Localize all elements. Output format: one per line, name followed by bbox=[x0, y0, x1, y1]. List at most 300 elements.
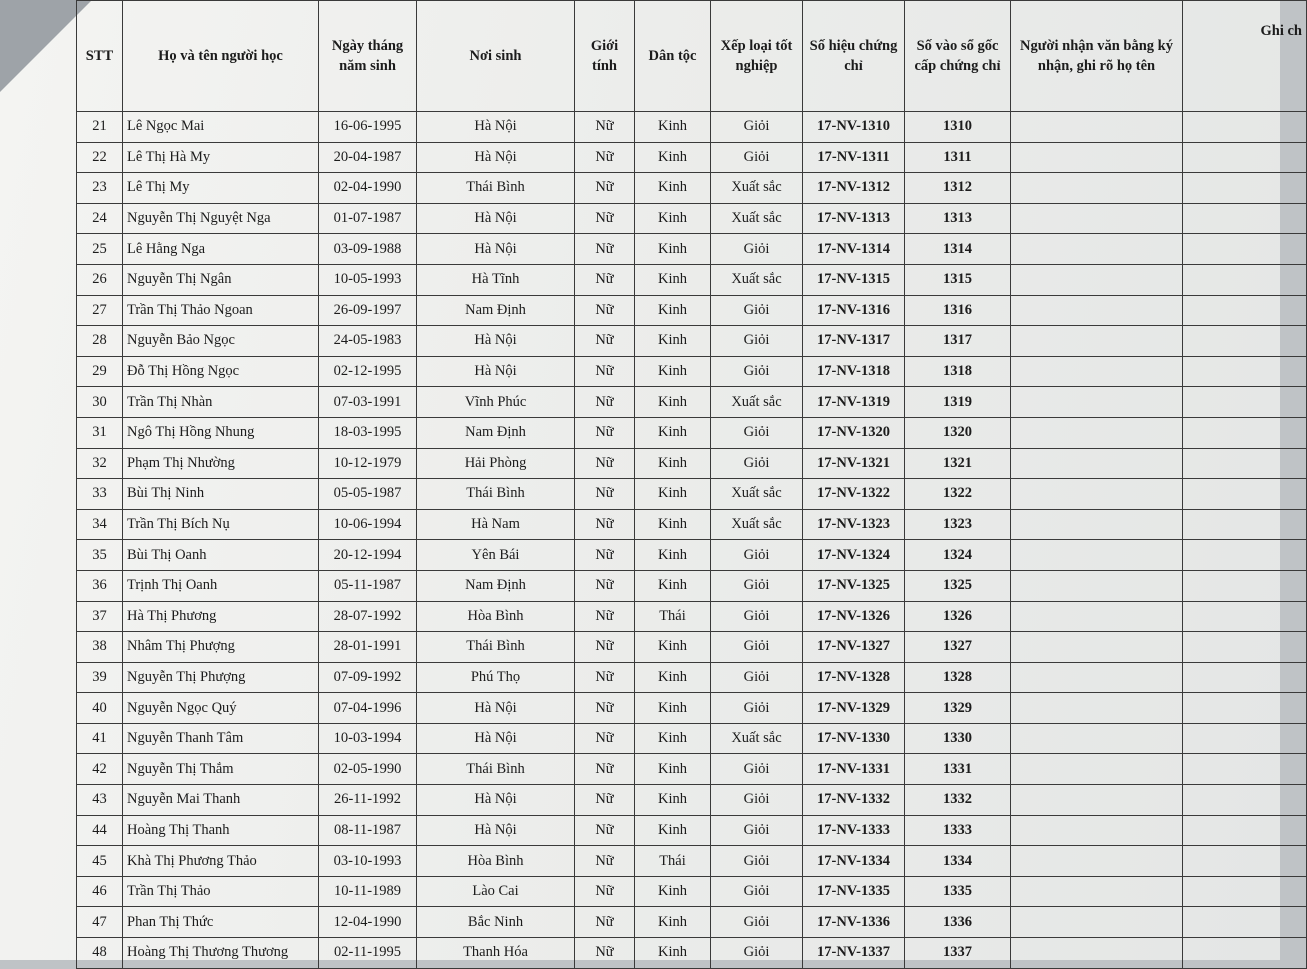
row-ethnicity: Kinh bbox=[635, 785, 711, 816]
row-gender: Nữ bbox=[575, 632, 635, 663]
row-note bbox=[1183, 723, 1307, 754]
row-gender: Nữ bbox=[575, 142, 635, 173]
row-book-no: 1313 bbox=[905, 203, 1011, 234]
row-cert-no: 17-NV-1332 bbox=[803, 785, 905, 816]
row-dob: 01-07-1987 bbox=[319, 203, 417, 234]
row-note bbox=[1183, 356, 1307, 387]
row-receiver-signature bbox=[1011, 907, 1183, 938]
row-book-no: 1336 bbox=[905, 907, 1011, 938]
row-book-no: 1324 bbox=[905, 540, 1011, 571]
row-stt: 45 bbox=[77, 846, 123, 877]
row-note bbox=[1183, 203, 1307, 234]
row-ethnicity: Kinh bbox=[635, 387, 711, 418]
row-cert-no: 17-NV-1318 bbox=[803, 356, 905, 387]
row-gender: Nữ bbox=[575, 570, 635, 601]
row-birthplace: Hà Nội bbox=[417, 234, 575, 265]
row-grade: Giỏi bbox=[711, 846, 803, 877]
row-gender: Nữ bbox=[575, 264, 635, 295]
row-gender: Nữ bbox=[575, 326, 635, 357]
row-book-no: 1310 bbox=[905, 112, 1011, 143]
row-cert-no: 17-NV-1337 bbox=[803, 938, 905, 969]
row-book-no: 1315 bbox=[905, 264, 1011, 295]
row-note bbox=[1183, 876, 1307, 907]
row-ethnicity: Kinh bbox=[635, 938, 711, 969]
row-book-no: 1320 bbox=[905, 417, 1011, 448]
row-grade: Giỏi bbox=[711, 295, 803, 326]
row-birthplace: Hà Tĩnh bbox=[417, 264, 575, 295]
row-dob: 03-10-1993 bbox=[319, 846, 417, 877]
row-birthplace: Nam Định bbox=[417, 417, 575, 448]
row-book-no: 1322 bbox=[905, 479, 1011, 510]
row-receiver-signature bbox=[1011, 356, 1183, 387]
row-gender: Nữ bbox=[575, 815, 635, 846]
row-book-no: 1334 bbox=[905, 846, 1011, 877]
row-stt: 39 bbox=[77, 662, 123, 693]
row-dob: 02-11-1995 bbox=[319, 938, 417, 969]
row-birthplace: Phú Thọ bbox=[417, 662, 575, 693]
row-receiver-signature bbox=[1011, 479, 1183, 510]
row-stt: 25 bbox=[77, 234, 123, 265]
row-note bbox=[1183, 570, 1307, 601]
row-grade: Giỏi bbox=[711, 907, 803, 938]
row-name: Hoàng Thị Thương Thương bbox=[123, 938, 319, 969]
row-ethnicity: Kinh bbox=[635, 142, 711, 173]
row-birthplace: Thái Bình bbox=[417, 632, 575, 663]
row-ethnicity: Kinh bbox=[635, 815, 711, 846]
row-cert-no: 17-NV-1328 bbox=[803, 662, 905, 693]
row-book-no: 1337 bbox=[905, 938, 1011, 969]
row-birthplace: Thái Bình bbox=[417, 173, 575, 204]
row-cert-no: 17-NV-1322 bbox=[803, 479, 905, 510]
row-stt: 27 bbox=[77, 295, 123, 326]
row-note bbox=[1183, 754, 1307, 785]
row-note bbox=[1183, 907, 1307, 938]
row-note bbox=[1183, 509, 1307, 540]
row-receiver-signature bbox=[1011, 295, 1183, 326]
row-birthplace: Hà Nội bbox=[417, 356, 575, 387]
row-grade: Xuất sắc bbox=[711, 173, 803, 204]
row-grade: Xuất sắc bbox=[711, 264, 803, 295]
row-dob: 24-05-1983 bbox=[319, 326, 417, 357]
table-row bbox=[77, 601, 1307, 632]
row-stt: 38 bbox=[77, 632, 123, 663]
table-row bbox=[77, 570, 1307, 601]
table-row bbox=[77, 479, 1307, 510]
row-ethnicity: Kinh bbox=[635, 173, 711, 204]
table-row bbox=[77, 754, 1307, 785]
row-stt: 26 bbox=[77, 264, 123, 295]
row-cert-no: 17-NV-1321 bbox=[803, 448, 905, 479]
row-gender: Nữ bbox=[575, 448, 635, 479]
row-dob: 10-05-1993 bbox=[319, 264, 417, 295]
table-row bbox=[77, 509, 1307, 540]
header-stt: STT bbox=[77, 1, 123, 112]
row-cert-no: 17-NV-1310 bbox=[803, 112, 905, 143]
row-cert-no: 17-NV-1313 bbox=[803, 203, 905, 234]
row-grade: Giỏi bbox=[711, 448, 803, 479]
table-row bbox=[77, 846, 1307, 877]
row-gender: Nữ bbox=[575, 540, 635, 571]
row-ethnicity: Kinh bbox=[635, 693, 711, 724]
row-cert-no: 17-NV-1311 bbox=[803, 142, 905, 173]
row-book-no: 1317 bbox=[905, 326, 1011, 357]
row-ethnicity: Kinh bbox=[635, 540, 711, 571]
row-cert-no: 17-NV-1333 bbox=[803, 815, 905, 846]
header-grade: Xếp loại tốt nghiệp bbox=[711, 1, 803, 112]
row-name: Nhâm Thị Phượng bbox=[123, 632, 319, 663]
table-row bbox=[77, 264, 1307, 295]
table-row bbox=[77, 387, 1307, 418]
table-body bbox=[77, 112, 1307, 969]
row-grade: Xuất sắc bbox=[711, 509, 803, 540]
row-dob: 02-05-1990 bbox=[319, 754, 417, 785]
row-stt: 28 bbox=[77, 326, 123, 357]
row-stt: 23 bbox=[77, 173, 123, 204]
row-receiver-signature bbox=[1011, 326, 1183, 357]
row-name: Bùi Thị Oanh bbox=[123, 540, 319, 571]
header-ethnicity: Dân tộc bbox=[635, 1, 711, 112]
row-receiver-signature bbox=[1011, 540, 1183, 571]
row-dob: 07-04-1996 bbox=[319, 693, 417, 724]
row-cert-no: 17-NV-1320 bbox=[803, 417, 905, 448]
row-ethnicity: Thái bbox=[635, 601, 711, 632]
row-birthplace: Bắc Ninh bbox=[417, 907, 575, 938]
row-gender: Nữ bbox=[575, 876, 635, 907]
row-gender: Nữ bbox=[575, 662, 635, 693]
row-cert-no: 17-NV-1315 bbox=[803, 264, 905, 295]
row-ethnicity: Kinh bbox=[635, 907, 711, 938]
row-receiver-signature bbox=[1011, 662, 1183, 693]
row-gender: Nữ bbox=[575, 907, 635, 938]
row-dob: 07-03-1991 bbox=[319, 387, 417, 418]
table-row bbox=[77, 417, 1307, 448]
row-name: Đỗ Thị Hồng Ngọc bbox=[123, 356, 319, 387]
row-stt: 34 bbox=[77, 509, 123, 540]
row-birthplace: Hà Nội bbox=[417, 203, 575, 234]
row-receiver-signature bbox=[1011, 876, 1183, 907]
row-cert-no: 17-NV-1326 bbox=[803, 601, 905, 632]
row-gender: Nữ bbox=[575, 754, 635, 785]
row-gender: Nữ bbox=[575, 509, 635, 540]
row-note bbox=[1183, 264, 1307, 295]
row-note bbox=[1183, 601, 1307, 632]
table-row bbox=[77, 173, 1307, 204]
row-stt: 36 bbox=[77, 570, 123, 601]
row-receiver-signature bbox=[1011, 601, 1183, 632]
row-name: Nguyễn Thị Nguyệt Nga bbox=[123, 203, 319, 234]
table-row bbox=[77, 632, 1307, 663]
row-birthplace: Nam Định bbox=[417, 570, 575, 601]
row-book-no: 1327 bbox=[905, 632, 1011, 663]
row-book-no: 1332 bbox=[905, 785, 1011, 816]
row-ethnicity: Thái bbox=[635, 846, 711, 877]
row-grade: Giỏi bbox=[711, 815, 803, 846]
header-gender: Giới tính bbox=[575, 1, 635, 112]
row-gender: Nữ bbox=[575, 356, 635, 387]
row-note bbox=[1183, 142, 1307, 173]
table-row bbox=[77, 662, 1307, 693]
header-receiver: Người nhận văn bằng ký nhận, ghi rõ họ tên bbox=[1011, 1, 1183, 112]
row-stt: 30 bbox=[77, 387, 123, 418]
row-dob: 18-03-1995 bbox=[319, 417, 417, 448]
row-ethnicity: Kinh bbox=[635, 509, 711, 540]
row-receiver-signature bbox=[1011, 785, 1183, 816]
row-note bbox=[1183, 662, 1307, 693]
row-stt: 40 bbox=[77, 693, 123, 724]
row-grade: Giỏi bbox=[711, 693, 803, 724]
row-stt: 29 bbox=[77, 356, 123, 387]
row-note bbox=[1183, 417, 1307, 448]
row-stt: 22 bbox=[77, 142, 123, 173]
row-cert-no: 17-NV-1336 bbox=[803, 907, 905, 938]
row-stt: 35 bbox=[77, 540, 123, 571]
table-row bbox=[77, 938, 1307, 969]
row-book-no: 1333 bbox=[905, 815, 1011, 846]
row-note bbox=[1183, 938, 1307, 969]
row-grade: Giỏi bbox=[711, 632, 803, 663]
row-dob: 03-09-1988 bbox=[319, 234, 417, 265]
row-name: Hà Thị Phương bbox=[123, 601, 319, 632]
row-ethnicity: Kinh bbox=[635, 632, 711, 663]
row-grade: Giỏi bbox=[711, 540, 803, 571]
row-receiver-signature bbox=[1011, 173, 1183, 204]
row-ethnicity: Kinh bbox=[635, 356, 711, 387]
row-grade: Giỏi bbox=[711, 938, 803, 969]
row-stt: 33 bbox=[77, 479, 123, 510]
row-dob: 08-11-1987 bbox=[319, 815, 417, 846]
row-receiver-signature bbox=[1011, 112, 1183, 143]
row-grade: Xuất sắc bbox=[711, 387, 803, 418]
row-note bbox=[1183, 173, 1307, 204]
row-dob: 26-11-1992 bbox=[319, 785, 417, 816]
row-birthplace: Thái Bình bbox=[417, 479, 575, 510]
row-grade: Giỏi bbox=[711, 142, 803, 173]
header-note: Ghi ch bbox=[1183, 1, 1307, 112]
row-name: Trần Thị Thảo bbox=[123, 876, 319, 907]
row-gender: Nữ bbox=[575, 693, 635, 724]
row-receiver-signature bbox=[1011, 448, 1183, 479]
row-grade: Giỏi bbox=[711, 876, 803, 907]
row-receiver-signature bbox=[1011, 387, 1183, 418]
row-book-no: 1321 bbox=[905, 448, 1011, 479]
row-birthplace: Hà Nội bbox=[417, 785, 575, 816]
row-note bbox=[1183, 693, 1307, 724]
row-birthplace: Hà Nội bbox=[417, 723, 575, 754]
row-birthplace: Hòa Bình bbox=[417, 846, 575, 877]
row-grade: Xuất sắc bbox=[711, 203, 803, 234]
row-grade: Giỏi bbox=[711, 326, 803, 357]
row-note bbox=[1183, 632, 1307, 663]
row-dob: 26-09-1997 bbox=[319, 295, 417, 326]
row-note bbox=[1183, 815, 1307, 846]
row-gender: Nữ bbox=[575, 173, 635, 204]
row-gender: Nữ bbox=[575, 203, 635, 234]
table-row bbox=[77, 203, 1307, 234]
row-name: Nguyễn Thị Ngân bbox=[123, 264, 319, 295]
row-cert-no: 17-NV-1331 bbox=[803, 754, 905, 785]
row-note bbox=[1183, 479, 1307, 510]
row-gender: Nữ bbox=[575, 601, 635, 632]
row-cert-no: 17-NV-1316 bbox=[803, 295, 905, 326]
row-cert-no: 17-NV-1334 bbox=[803, 846, 905, 877]
table-row bbox=[77, 448, 1307, 479]
row-gender: Nữ bbox=[575, 417, 635, 448]
row-name: Khà Thị Phương Thảo bbox=[123, 846, 319, 877]
row-birthplace: Lào Cai bbox=[417, 876, 575, 907]
row-note bbox=[1183, 234, 1307, 265]
row-grade: Giỏi bbox=[711, 601, 803, 632]
row-dob: 28-07-1992 bbox=[319, 601, 417, 632]
row-grade: Giỏi bbox=[711, 570, 803, 601]
row-note bbox=[1183, 785, 1307, 816]
row-stt: 31 bbox=[77, 417, 123, 448]
table-row bbox=[77, 142, 1307, 173]
row-grade: Giỏi bbox=[711, 112, 803, 143]
row-note bbox=[1183, 326, 1307, 357]
row-ethnicity: Kinh bbox=[635, 723, 711, 754]
row-book-no: 1323 bbox=[905, 509, 1011, 540]
table-row bbox=[77, 907, 1307, 938]
header-birthplace: Nơi sinh bbox=[417, 1, 575, 112]
graduates-table bbox=[76, 0, 1307, 969]
row-dob: 20-04-1987 bbox=[319, 142, 417, 173]
row-name: Trần Thị Nhàn bbox=[123, 387, 319, 418]
row-dob: 20-12-1994 bbox=[319, 540, 417, 571]
row-name: Lê Ngọc Mai bbox=[123, 112, 319, 143]
row-ethnicity: Kinh bbox=[635, 754, 711, 785]
table-row bbox=[77, 785, 1307, 816]
row-stt: 24 bbox=[77, 203, 123, 234]
row-cert-no: 17-NV-1314 bbox=[803, 234, 905, 265]
row-birthplace: Hà Nội bbox=[417, 693, 575, 724]
row-stt: 48 bbox=[77, 938, 123, 969]
row-book-no: 1331 bbox=[905, 754, 1011, 785]
row-book-no: 1316 bbox=[905, 295, 1011, 326]
row-grade: Xuất sắc bbox=[711, 723, 803, 754]
row-stt: 37 bbox=[77, 601, 123, 632]
table-row bbox=[77, 540, 1307, 571]
row-book-no: 1335 bbox=[905, 876, 1011, 907]
row-receiver-signature bbox=[1011, 846, 1183, 877]
row-grade: Giỏi bbox=[711, 356, 803, 387]
row-gender: Nữ bbox=[575, 387, 635, 418]
row-receiver-signature bbox=[1011, 417, 1183, 448]
row-gender: Nữ bbox=[575, 785, 635, 816]
header-book-no: Số vào sổ gốc cấp chứng chỉ bbox=[905, 1, 1011, 112]
row-gender: Nữ bbox=[575, 295, 635, 326]
row-book-no: 1318 bbox=[905, 356, 1011, 387]
table-row bbox=[77, 234, 1307, 265]
row-stt: 44 bbox=[77, 815, 123, 846]
row-book-no: 1325 bbox=[905, 570, 1011, 601]
row-cert-no: 17-NV-1329 bbox=[803, 693, 905, 724]
row-birthplace: Hà Nội bbox=[417, 326, 575, 357]
row-gender: Nữ bbox=[575, 112, 635, 143]
table-row bbox=[77, 356, 1307, 387]
row-ethnicity: Kinh bbox=[635, 295, 711, 326]
row-cert-no: 17-NV-1330 bbox=[803, 723, 905, 754]
row-name: Lê Thị Hà My bbox=[123, 142, 319, 173]
row-stt: 47 bbox=[77, 907, 123, 938]
row-cert-no: 17-NV-1335 bbox=[803, 876, 905, 907]
row-ethnicity: Kinh bbox=[635, 326, 711, 357]
row-ethnicity: Kinh bbox=[635, 234, 711, 265]
row-ethnicity: Kinh bbox=[635, 448, 711, 479]
row-grade: Xuất sắc bbox=[711, 479, 803, 510]
row-name: Nguyễn Thị Thắm bbox=[123, 754, 319, 785]
row-note bbox=[1183, 112, 1307, 143]
row-book-no: 1328 bbox=[905, 662, 1011, 693]
row-book-no: 1329 bbox=[905, 693, 1011, 724]
row-cert-no: 17-NV-1317 bbox=[803, 326, 905, 357]
row-name: Ngô Thị Hồng Nhung bbox=[123, 417, 319, 448]
row-receiver-signature bbox=[1011, 203, 1183, 234]
table-row bbox=[77, 723, 1307, 754]
row-cert-no: 17-NV-1327 bbox=[803, 632, 905, 663]
table-row bbox=[77, 295, 1307, 326]
row-name: Trần Thị Bích Nụ bbox=[123, 509, 319, 540]
row-book-no: 1312 bbox=[905, 173, 1011, 204]
row-grade: Giỏi bbox=[711, 417, 803, 448]
table-row bbox=[77, 876, 1307, 907]
row-dob: 05-05-1987 bbox=[319, 479, 417, 510]
row-name: Nguyễn Bảo Ngọc bbox=[123, 326, 319, 357]
row-name: Trịnh Thị Oanh bbox=[123, 570, 319, 601]
row-stt: 21 bbox=[77, 112, 123, 143]
row-birthplace: Hà Nam bbox=[417, 509, 575, 540]
row-ethnicity: Kinh bbox=[635, 662, 711, 693]
row-birthplace: Thanh Hóa bbox=[417, 938, 575, 969]
row-note bbox=[1183, 387, 1307, 418]
row-dob: 10-06-1994 bbox=[319, 509, 417, 540]
row-stt: 42 bbox=[77, 754, 123, 785]
row-receiver-signature bbox=[1011, 632, 1183, 663]
row-book-no: 1330 bbox=[905, 723, 1011, 754]
row-book-no: 1319 bbox=[905, 387, 1011, 418]
row-cert-no: 17-NV-1319 bbox=[803, 387, 905, 418]
row-name: Nguyễn Mai Thanh bbox=[123, 785, 319, 816]
row-receiver-signature bbox=[1011, 142, 1183, 173]
row-receiver-signature bbox=[1011, 723, 1183, 754]
row-gender: Nữ bbox=[575, 846, 635, 877]
row-name: Phạm Thị Nhường bbox=[123, 448, 319, 479]
row-dob: 02-04-1990 bbox=[319, 173, 417, 204]
row-grade: Giỏi bbox=[711, 234, 803, 265]
row-receiver-signature bbox=[1011, 693, 1183, 724]
table-row bbox=[77, 693, 1307, 724]
row-receiver-signature bbox=[1011, 570, 1183, 601]
row-note bbox=[1183, 540, 1307, 571]
row-receiver-signature bbox=[1011, 754, 1183, 785]
row-birthplace: Yên Bái bbox=[417, 540, 575, 571]
row-ethnicity: Kinh bbox=[635, 570, 711, 601]
row-note bbox=[1183, 448, 1307, 479]
row-receiver-signature bbox=[1011, 264, 1183, 295]
row-grade: Giỏi bbox=[711, 785, 803, 816]
row-gender: Nữ bbox=[575, 723, 635, 754]
row-name: Bùi Thị Ninh bbox=[123, 479, 319, 510]
row-stt: 43 bbox=[77, 785, 123, 816]
header-name: Họ và tên người học bbox=[123, 1, 319, 112]
table-header-row bbox=[77, 1, 1307, 112]
row-birthplace: Hà Nội bbox=[417, 815, 575, 846]
row-ethnicity: Kinh bbox=[635, 876, 711, 907]
row-name: Lê Thị My bbox=[123, 173, 319, 204]
table-row bbox=[77, 112, 1307, 143]
row-receiver-signature bbox=[1011, 938, 1183, 969]
row-name: Nguyễn Thanh Tâm bbox=[123, 723, 319, 754]
row-name: Nguyễn Ngọc Quý bbox=[123, 693, 319, 724]
